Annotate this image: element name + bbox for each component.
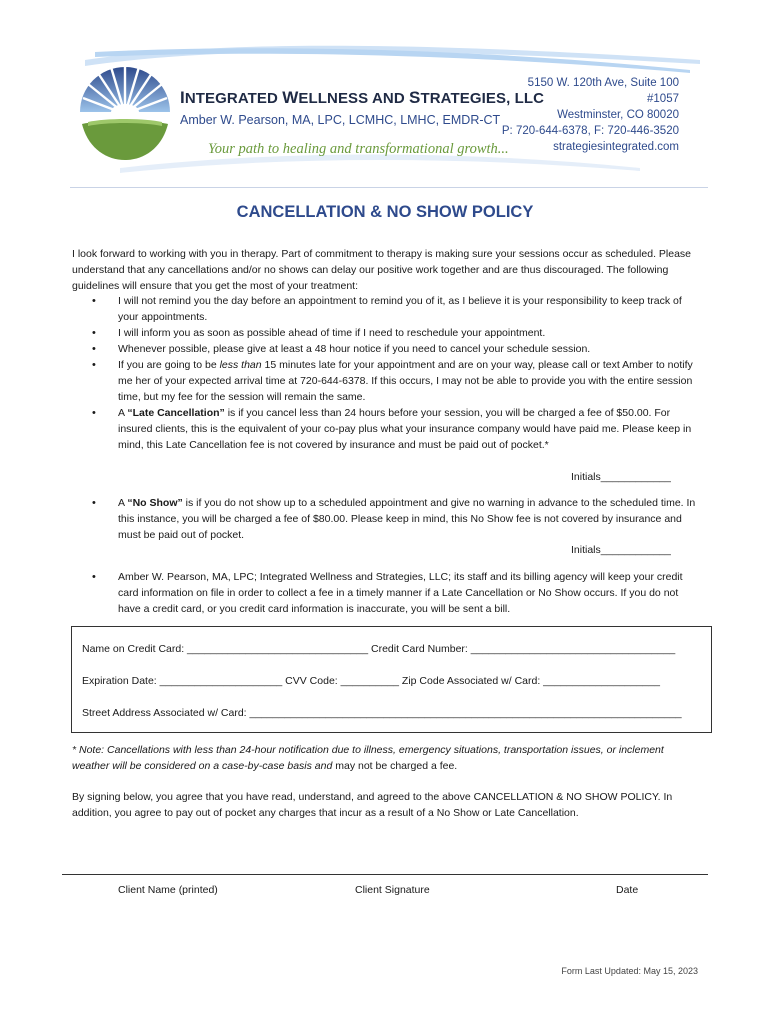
- bullet-late-arrival: • If you are going to be less than 15 minutes late for your appointment and are on your way, please call or text Amber to notify me her of your expected arrival time at 720-644-6378. If this occurs, I may not be able to provide you with the entire session time, but my fee for the session will remain the same.: [72, 357, 702, 405]
- credit-card-street-address-field[interactable]: Street Address Associated w/ Card: __________________________________________________________________________: [82, 707, 682, 719]
- form-last-updated: Form Last Updated: May 15, 2023: [561, 966, 698, 976]
- credit-card-name-and-number-field[interactable]: Name on Credit Card: _______________________________ Credit Card Number: ___________________________________: [82, 643, 676, 655]
- signature-line[interactable]: [62, 874, 708, 875]
- client-signature-label: Client Signature: [355, 884, 430, 896]
- sunburst-logo-icon: [78, 62, 172, 162]
- bullet-reschedule: • I will inform you as soon as possible ahead of time if I need to reschedule your appointment.: [72, 325, 702, 341]
- cancellation-note: * Note: Cancellations with less than 24-hour notification due to illness, emergency situations, transportation issues, or inclement weather will be considered on a case-by-case basis and may not be charged a fee.: [72, 744, 664, 772]
- policy-bullet-list-credit-card: [72, 569, 702, 617]
- bullet-credit-card-on-file: • Amber W. Pearson, MA, LPC; Integrated Wellness and Strategies, LLC; its staff and its billing agency will keep your credit card information on file in order to collect a fee in a timely manner if a Late Cancellation or No Show occurs. If you do not have a credit card, or you credit card information is inaccurate, you will be sent a bill.: [72, 569, 702, 617]
- organization-name: INTEGRATED WELLNESS AND STRATEGIES, LLC: [180, 88, 545, 107]
- date-label: Date: [616, 884, 639, 896]
- address-line-city: Westminster, CO 80020: [557, 109, 679, 121]
- bullet-no-reminder: • I will not remind you the day before an appointment to remind you of it, as I believe it is your responsibility to keep track of your appointments.: [72, 293, 702, 325]
- address-block: [502, 75, 679, 155]
- policy-bullet-list: [72, 293, 702, 453]
- address-line-unit: #1057: [647, 93, 679, 105]
- header-divider: [70, 187, 708, 188]
- agreement-paragraph: By signing below, you agree that you have read, understand, and agreed to the above CANCELLATION & NO SHOW POLICY. In addition, you agree to pay out of pocket any charges that incur as a result of a No Show or Late Cancellation.: [72, 791, 673, 819]
- bullet-no-show: • A “No Show” is if you do not show up to a scheduled appointment and give no warning in advance to the scheduled time. In this instance, you will be charged a fee of $80.00. Please keep in mind, this No Show fee is not covered by insurance and must be paid out of pocket.: [72, 495, 702, 543]
- tagline: Your path to healing and transformational growth...: [208, 141, 509, 157]
- address-line-phone-fax: P: 720-644-6378, F: 720-446-3520: [501, 125, 679, 137]
- credit-card-form-box: [71, 626, 712, 733]
- address-line-website: strategiesintegrated.com: [553, 141, 679, 153]
- initials-no-show[interactable]: Initials____________: [571, 544, 671, 556]
- address-line-street: 5150 W. 120th Ave, Suite 100: [527, 77, 679, 89]
- intro-paragraph: I look forward to working with you in therapy. Part of commitment to therapy is making sure your sessions occur as scheduled. Please understand that any cancellations and/or no shows can delay our positive work together and are thus discouraged. The following guidelines will ensure that you get the most of your treatment:: [72, 248, 692, 292]
- policy-bullet-list-no-show: [72, 495, 702, 543]
- initials-late-cancellation[interactable]: Initials____________: [571, 471, 671, 483]
- bullet-48-hour-notice: • Whenever possible, please give at least a 48 hour notice if you need to cancel your schedule session.: [72, 341, 702, 357]
- credit-card-expiration-cvv-zip-field[interactable]: Expiration Date: _____________________ CVV Code: __________ Zip Code Associated w/ Card: ____________________: [82, 675, 660, 687]
- policy-title: CANCELLATION & NO SHOW POLICY: [236, 203, 534, 221]
- client-name-label: Client Name (printed): [118, 884, 218, 896]
- bullet-late-cancellation: • A “Late Cancellation” is if you cancel less than 24 hours before your session, you will be charged a fee of $50.00. For insured clients, this is the equivalent of your co-pay plus what your insurance company would have paid me. Please keep in mind, this Late Cancellation fee is not covered by insurance and must be paid out of pocket.*: [72, 405, 702, 453]
- practitioner-credentials: Amber W. Pearson, MA, LPC, LCMHC, LMHC, EMDR-CT: [180, 113, 501, 127]
